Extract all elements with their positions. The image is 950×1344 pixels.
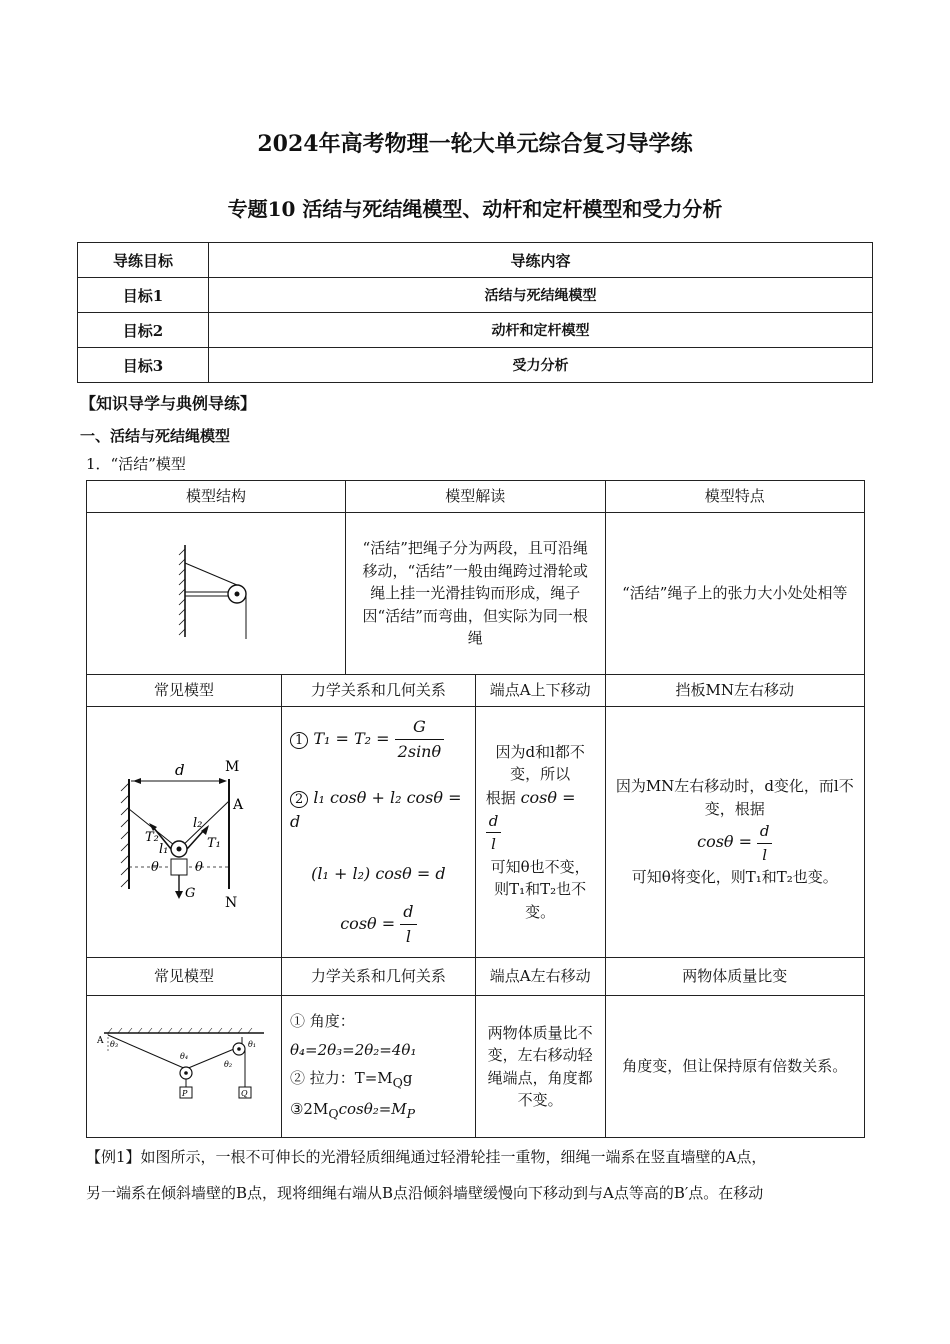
header-interpretation: 模型解读 <box>345 481 605 513</box>
document-subtitle: 专题10 活结与死结绳模型、动杆和定杆模型和受力分析 <box>227 197 723 221</box>
label-d: d <box>174 760 185 779</box>
move-a-text: 因为d和l都不变，所以 根据 cosθ = $\frac{d}{l}$ 可知θ也不变，则T₁和T₂也不变。 <box>475 707 605 958</box>
row3-header-move-a: 端点A左右移动 <box>475 958 605 996</box>
row2-header-model: 常见模型 <box>87 675 282 707</box>
relation-equations <box>281 707 475 958</box>
goals-header-goal: 导练目标 <box>78 243 209 278</box>
row3-relations <box>281 996 475 1138</box>
goals-header-content: 导练内容 <box>209 243 873 278</box>
example-line-2: 另一端系在倾斜墙壁的B点，现将细绳右端从B点沿倾斜墙壁缓慢向下移动到与A点等高的B′点。在移动 <box>86 1184 764 1202</box>
goal-label: 目标3 <box>78 348 209 383</box>
goal-label: 目标2 <box>78 313 209 348</box>
two-mass-diagram <box>94 1023 274 1103</box>
tension-equation: ② 拉力：$T=M_Qg$ <box>289 1069 413 1091</box>
label-theta-right: θ <box>194 859 203 875</box>
row3-header-model: 常见模型 <box>87 958 282 996</box>
row2-header-move-a: 端点A上下移动 <box>475 675 605 707</box>
section-knowledge: 【知识导学与典例导练】 <box>80 394 257 413</box>
label-theta-left: θ <box>150 859 159 875</box>
pulley-structure-diagram <box>141 535 291 645</box>
pulley-structure-figure <box>87 513 346 675</box>
row3-header-mass-ratio: 两物体质量比变 <box>605 958 864 996</box>
hook-model-figure <box>87 707 282 958</box>
section-part1: 一、活结与死结绳模型 <box>80 427 231 445</box>
equation-geometry: 2 l₁ cosθ + l₂ cosθ = d <box>289 788 462 831</box>
angle-equation: θ₄=2θ₃=2θ₂=4θ₁ <box>289 1040 417 1059</box>
label-g: G <box>184 885 196 901</box>
equation-tension: 1 T₁ = T₂ = $\frac{G}{2\sin\theta}$ <box>290 715 467 764</box>
equation-cos: cosθ = $\frac{d}{l}$ <box>290 900 467 949</box>
header-feature: 模型特点 <box>605 481 864 513</box>
goal-content: 受力分析 <box>209 348 873 383</box>
label-p: P <box>181 1089 188 1099</box>
row2-header-move-mn: 挡板MN左右移动 <box>605 675 864 707</box>
section-item1: 1．“活结”模型 <box>86 455 186 473</box>
row3-mass-ratio-text: 角度变，但让保持原有倍数关系。 <box>605 996 864 1138</box>
move-mn-text: 因为MN左右移动时，d变化，而l不变，根据 cosθ = $\frac{d}{l}$ 可知θ将变化，则T₁和T₂也变。 <box>605 707 864 958</box>
label-theta4: θ₄ <box>179 1052 188 1062</box>
label-l1: l₁ <box>158 841 169 857</box>
row3-header-relation: 力学关系和几何关系 <box>281 958 475 996</box>
label-l2: l₂ <box>192 815 203 831</box>
equation-sum: (l₁ + l₂) cosθ = d <box>311 864 446 883</box>
label-theta2: θ₂ <box>223 1060 232 1070</box>
label-t1: T₁ <box>206 835 221 851</box>
goals-table <box>77 242 873 383</box>
label-a: A <box>96 1036 104 1047</box>
header-structure: 模型结构 <box>87 481 346 513</box>
label-theta1: θ₁ <box>247 1040 256 1050</box>
label-t2: T₂ <box>144 829 159 845</box>
label-m: M <box>224 758 240 775</box>
mass-equation: $③2M_Q\cos\theta_2=M_P$ <box>289 1100 416 1121</box>
hook-model-diagram <box>109 749 259 909</box>
row2-header-relation: 力学关系和几何关系 <box>281 675 475 707</box>
goal-label: 目标1 <box>78 278 209 313</box>
goal-content: 活结与死结绳模型 <box>209 278 873 313</box>
goal-content: 动杆和定杆模型 <box>209 313 873 348</box>
document-title: 2024年高考物理一轮大单元综合复习导学练 <box>257 131 693 157</box>
two-mass-model-figure <box>87 996 282 1138</box>
label-q: Q <box>240 1089 248 1099</box>
feature-text: “活结”绳子上的张力大小处处相等 <box>605 513 864 675</box>
model-table <box>86 480 865 1138</box>
label-theta3: θ₃ <box>109 1040 118 1050</box>
row3-move-a-text: 两物体质量比不变，左右移动轻绳端点，角度都不变。 <box>475 996 605 1138</box>
label-n: N <box>224 894 238 909</box>
interpretation-text: “活结”把绳子分为两段，且可沿绳移动，“活结”一般由绳跨过滑轮或绳上挂一光滑挂钩而形成，绳子因“活结”而弯曲，但实际为同一根绳 <box>345 513 605 675</box>
angle-title: ① 角度： <box>289 1012 355 1031</box>
label-a: A <box>232 796 244 813</box>
example-line-1: 【例1】如图所示，一根不可伸长的光滑轻质细绳通过轻滑轮挂一重物，细绳一端系在竖直墙壁的A点， <box>86 1148 767 1166</box>
